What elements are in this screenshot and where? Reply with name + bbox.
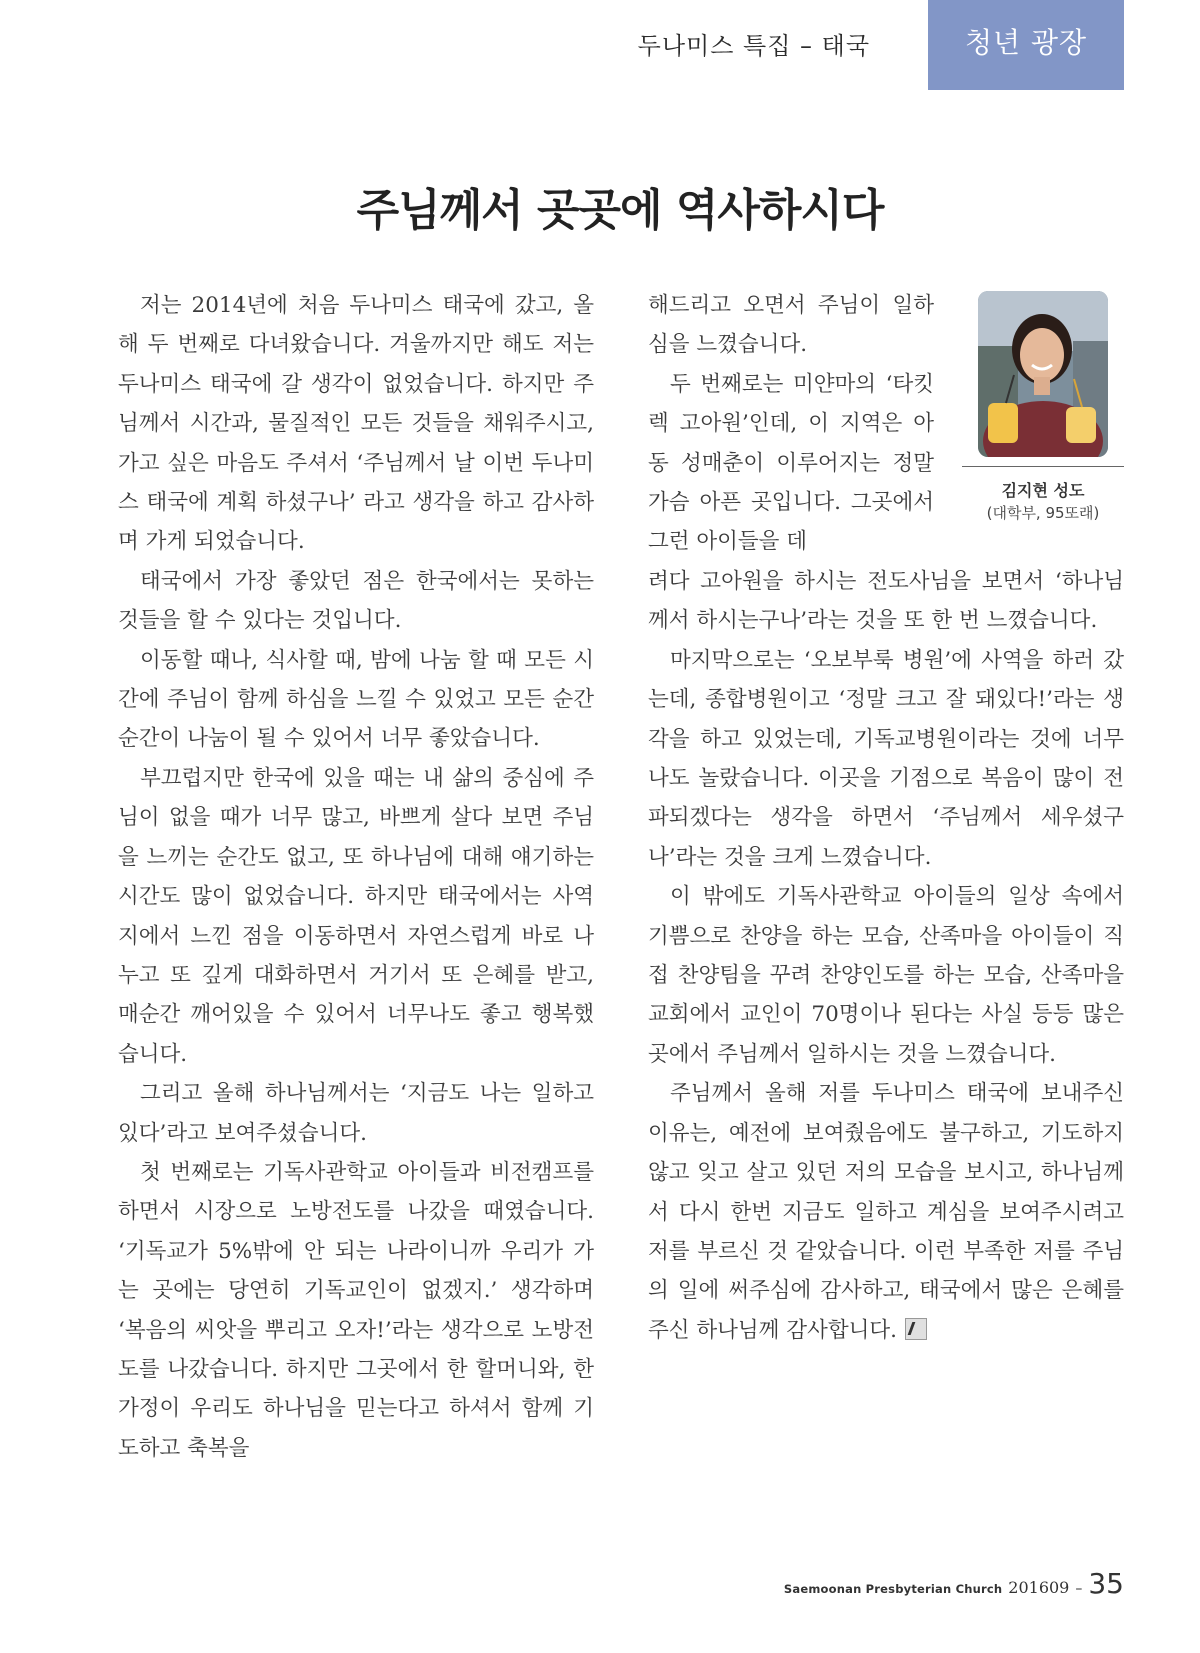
author-detail: (대학부, 95또래)	[986, 504, 1100, 522]
page-number: 35	[1088, 1567, 1124, 1600]
paragraph-text: 주님께서 올해 저를 두나미스 태국에 보내주신 이유는, 예전에 보여줬음에도 불구하고, 기도하지 않고 잊고 살고 있던 저의 모습을 보시고, 하나님께서 다시 한번 지금도 일하고 계심을 보여주시려고 저를 부르신 것 같았습니다. 이런 부족한 저를 주님의 일에 써주심에 감사하고, 태국에서 많은 은혜를 주신 하나님께 감사합니다.	[648, 1081, 1124, 1343]
paragraph: 첫 번째로는 기독사관학교 아이들과 비전캠프를 하면서 시장으로 노방전도를 나갔을 때였습니다. ‘기독교가 5%밖에 안 되는 나라이니까 우리가 가는 곳에는 당연히 기독교인이 없겠지.’ 생각하며 ‘복음의 씨앗을 뿌리고 오자!’라는 생각으로 노방전도를 나갔습니다. 하지만 그곳에서 한 할머니와, 한 가정이 우리도 하나님을 믿는다고 하셔서 함께 기도하고 축복을	[118, 1159, 594, 1461]
paragraph: 두 번째로는 미얀마의 ‘타킷렉 고아원’인데, 이 지역은 아동 성매춘이 이루어지는 정말 가슴 아픈 곳입니다. 그곳에서 그런 아이들을 데	[648, 371, 934, 555]
article-title: 주님께서 곳곳에 역사하시다	[356, 185, 884, 236]
paragraph: 해드리고 오면서 주님이 일하심을 느꼈습니다.	[648, 293, 934, 358]
paragraph-last	[648, 1074, 1124, 1350]
paragraph: 태국에서 가장 좋았던 점은 한국에서는 못하는 것들을 할 수 있다는 것입니다.	[118, 568, 594, 634]
paragraph: 그리고 올해 하나님께서는 ‘지금도 나는 일하고 있다’라고 보여주셨습니다.	[118, 1081, 594, 1146]
author-photo	[978, 291, 1108, 457]
section-label: 두나미스 특집 – 태국	[637, 32, 870, 60]
footer-issue: 201609	[1008, 1578, 1070, 1597]
footer-separator: –	[1075, 1581, 1083, 1597]
paragraph: 마지막으로는 ‘오보부룩 병원’에 사역을 하러 갔는데, 종합병원이고 ‘정말 크고 잘 돼있다!’라는 생각을 하고 있었는데, 기독교병원이라는 것에 너무나도 놀랐습니다. 이곳을 기점으로 복음이 많이 전파되겠다는 생각을 하면서 ‘주님께서 세우셨구나’라는 것을 크게 느꼈습니다.	[648, 647, 1124, 870]
article-column-left	[118, 286, 594, 1468]
section-tab: 청년 광장	[928, 0, 1124, 90]
paragraph: 이 밖에도 기독사관학교 아이들의 일상 속에서 기쁨으로 찬양을 하는 모습, 산족마을 아이들이 직접 찬양팀을 꾸려 찬양인도를 하는 모습, 산족마을 교회에서 교인이 70명이나 된다는 사실 등등 많은 곳에서 주님께서 일하시는 것을 느꼈습니다.	[648, 884, 1124, 1067]
footer-church: Saemoonan Presbyterian Church	[783, 1582, 1003, 1596]
paragraph: 이동할 때나, 식사할 때, 밤에 나눔 할 때 모든 시간에 주님이 함께 하심을 느낄 수 있었고 모든 순간순간이 나눔이 될 수 있어서 너무 좋았습니다.	[118, 647, 594, 752]
paragraph: 부끄럽지만 한국에 있을 때는 내 삶의 중심에 주님이 없을 때가 너무 많고, 바쁘게 살다 보면 주님을 느끼는 순간도 없고, 또 하나님에 대해 얘기하는 시간도 많이 없었습니다. 하지만 태국에서는 사역지에서 느낀 점을 이동하면서 자연스럽게 바로 나누고 또 깊게 대화하면서 거기서 또 은혜를 받고, 매순간 깨어있을 수 있어서 너무나도 좋고 행복했습니다.	[118, 765, 594, 1067]
page-footer	[784, 1567, 1124, 1600]
article-column-right-top	[648, 286, 934, 562]
paragraph: 려다 고아원을 하시는 전도사님을 보면서 ‘하나님께서 하시는구나’라는 것을 또 한 번 느꼈습니다.	[648, 569, 1124, 634]
photo-caption-rule	[962, 466, 1124, 467]
author-photo-image	[978, 291, 1108, 457]
paragraph: 저는 2014년에 처음 두나미스 태국에 갔고, 올해 두 번째로 다녀왔습니다. 겨울까지만 해도 저는 두나미스 태국에 갈 생각이 없었습니다. 하지만 주님께서 시간과, 물질적인 모든 것들을 채워주시고, 가고 싶은 마음도 주셔서 ‘주님께서 날 이번 두나미스 태국에 계획 하셨구나’ 라고 생각을 하고 감사하며 가게 되었습니다.	[118, 293, 594, 555]
end-mark-icon	[905, 1318, 927, 1340]
article-column-right	[648, 562, 1124, 1350]
author-name: 김지현 성도	[1001, 481, 1085, 500]
